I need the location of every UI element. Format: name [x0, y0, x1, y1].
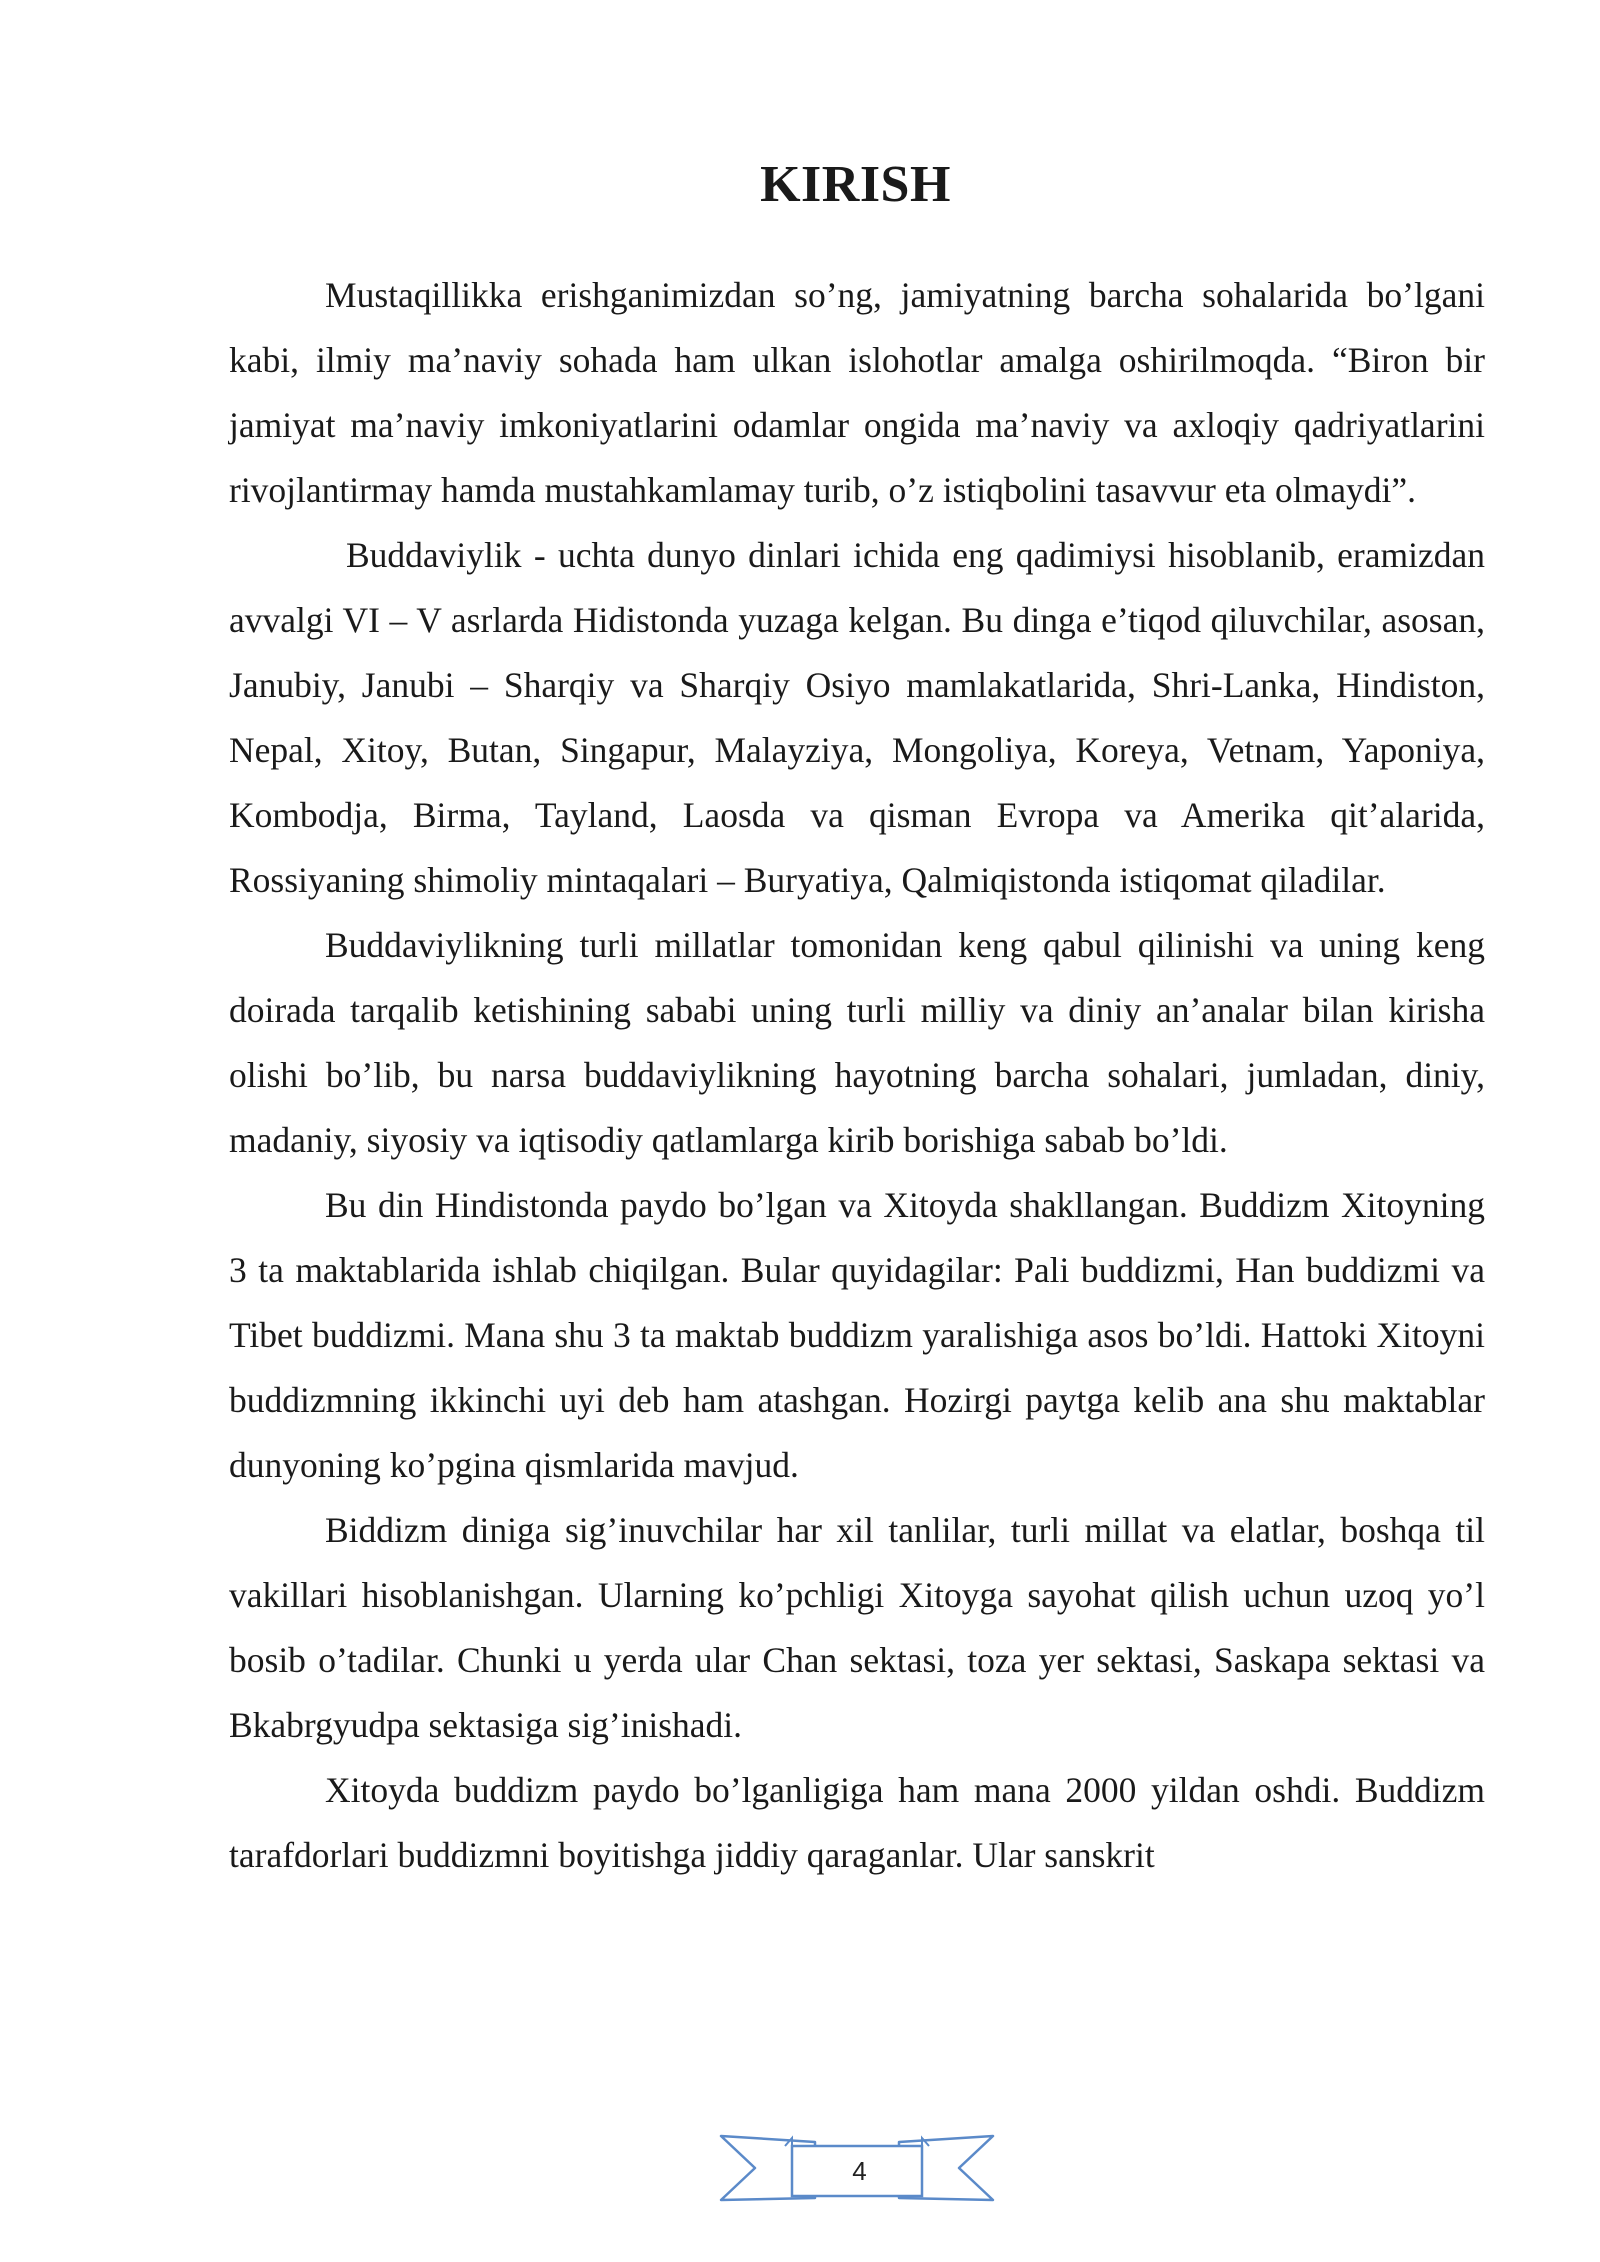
- page-number: 4: [852, 2156, 867, 2186]
- paragraph: Buddaviylikning turli millatlar tomonidan keng qabul qilinishi va uning keng doirada tarqalib ketishining sababi uning turli milliy va diniy an’analar bilan kirisha olishi bo’lib, bu narsa buddaviylikning hayotning barcha sohalari, jumladan, diniy, madaniy, siyosiy va iqtisodiy qatlamlarga kirib borishiga sabab bo’ldi.: [229, 925, 1485, 1160]
- page-footer: [715, 2128, 999, 2210]
- paragraph: Biddizm diniga sig’inuvchilar har xil tanlilar, turli millat va elatlar, boshqa til vakillari hisoblanishgan. Ularning ko’pchligi Xitoyga sayohat qilish uchun uzoq yo’l bosib o’tadilar. Chunki u yerda ular Chan sektasi, toza yer sektasi, Saskapa sektasi va Bkabrgyudpa sektasiga sig’inishadi.: [229, 1510, 1485, 1745]
- paragraph: Buddaviylik - uchta dunyo dinlari ichida eng qadimiysi hisoblanib, eramizdan avvalgi VI – V asrlarda Hidistonda yuzaga kelgan. Bu dinga e’tiqod qiluvchilar, asosan, Janubiy, Janubi – Sharqiy va Sharqiy Osiyo mamlakatlarida, Shri-Lanka, Hindiston, Nepal, Xitoy, Butan, Singapur, Malayziya, Mongoliya, Koreya, Vetnam, Yaponiya, Kombodja, Birma, Tayland, Laosda va qisman Evropa va Amerika qit’alarida, Rossiyaning shimoliy mintaqalari – Buryatiya, Qalmiqistonda istiqomat qiladilar.: [229, 535, 1485, 900]
- paragraph: Xitoyda buddizm paydo bo’lganligiga ham mana 2000 yildan oshdi. Buddizm tarafdorlari buddizmni boyitishga jiddiy qaraganlar. Ular sanskrit: [229, 1770, 1485, 1875]
- paragraph: Mustaqillikka erishganimizdan so’ng, jamiyatning barcha sohalarida bo’lgani kabi, ilmiy ma’naviy sohada ham ulkan islohotlar amalga oshirilmoqda. “Biron bir jamiyat ma’naviy imkoniyatlarini odamlar ongida ma’naviy va axloqiy qadriyatlarini rivojlantirmay hamda mustahkamlamay turib, o’z istiqbolini tasavvur eta olmaydi”.: [229, 275, 1485, 510]
- body-text: [229, 263, 1485, 1888]
- page-title: KIRISH: [760, 156, 951, 213]
- paragraph: Bu din Hindistonda paydo bo’lgan va Xitoyda shakllangan. Buddizm Xitoyning 3 ta maktablarida ishlab chiqilgan. Bular quyidagilar: Pali buddizmi, Han buddizmi va Tibet buddizmi. Mana shu 3 ta maktab buddizm yaralishiga asos bo’ldi. Hattoki Xitoyni buddizmning ikkinchi uyi deb ham atashgan. Hozirgi paytga kelib ana shu maktablar dunyoning ko’pgina qismlarida mavjud.: [229, 1185, 1485, 1485]
